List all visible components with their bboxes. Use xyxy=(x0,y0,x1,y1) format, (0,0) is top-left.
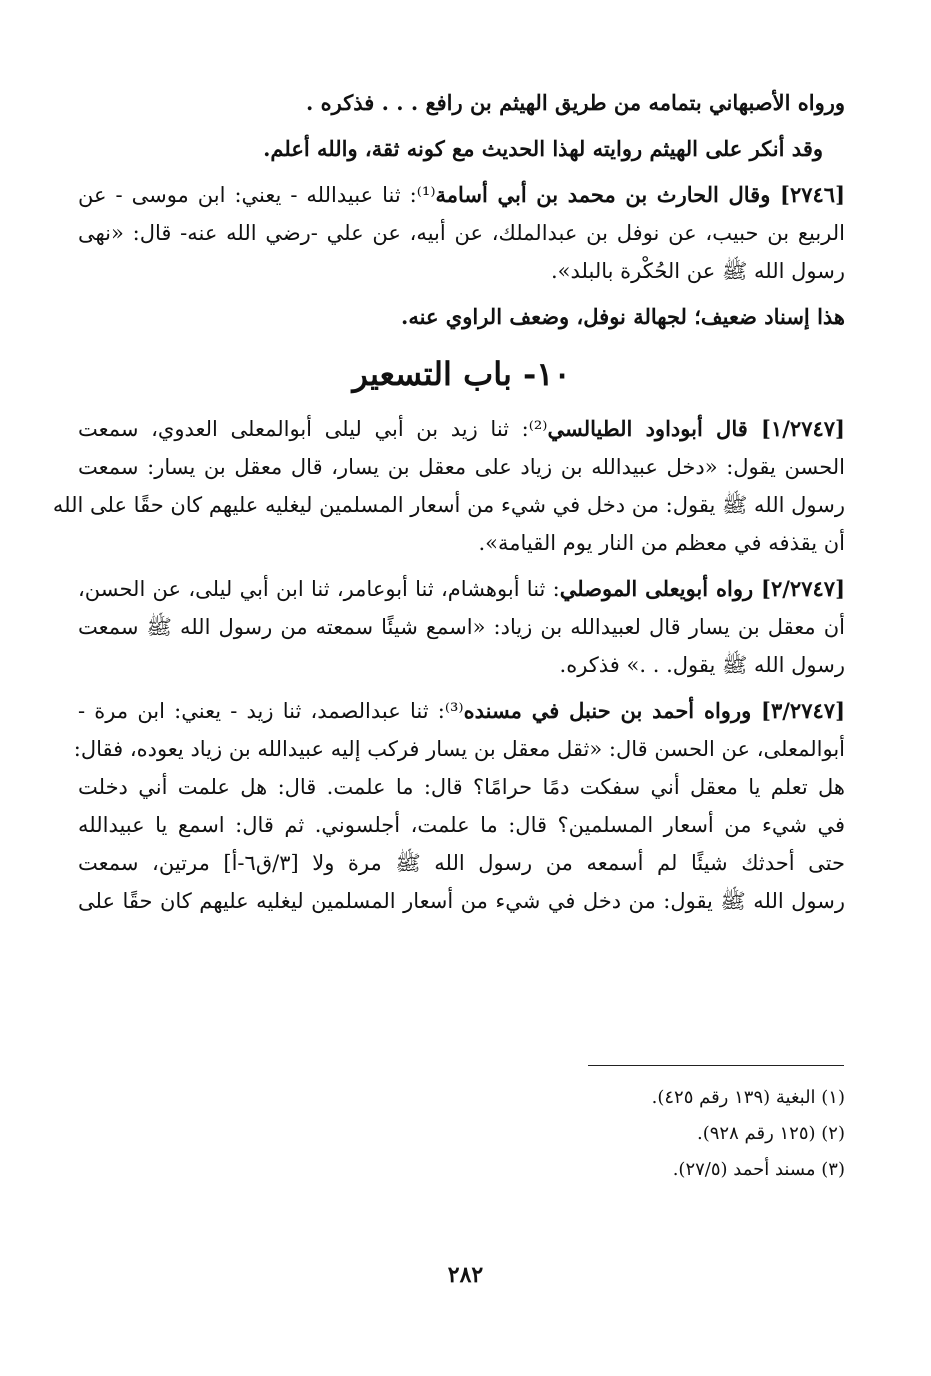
text-segment: أن معقل بن يسار قال لعبيدالله بن زياد: «اسمع شيئًا سمعته من رسول الله ﷺ سمعت xyxy=(78,615,845,639)
text-line xyxy=(78,844,845,882)
text-segment: في شيء من أسعار المسلمين؟ قال: ما علمت، أجلسوني. ثم قال: اسمع يا عبيدالله xyxy=(78,813,845,837)
hadith-heading: [١/٢٧٤٧] قال أبوداود الطيالسي xyxy=(547,416,845,441)
text-line xyxy=(78,882,845,920)
text-segment: الحسن يقول: «دخل عبيدالله بن زياد على معقل بن يسار، قال معقل بن يسار: سمعت xyxy=(78,455,845,479)
text-segment: وقد أنكر على الهيثم روايته لهذا الحديث مع كونه ثقة، والله أعلم. xyxy=(263,136,823,161)
text-line xyxy=(78,646,845,684)
text-segment: ⁽²⁾: ثنا زيد بن أبي ليلى أبوالمعلى العدوي، سمعت xyxy=(78,417,548,441)
text-segment: ⁽¹⁾: ثنا عبيدالله - يعني: ابن موسى - عن xyxy=(78,183,436,207)
text-line xyxy=(78,410,845,448)
footnote-2: (٢) (١٢٥ رقم ٩٢٨). xyxy=(697,1123,845,1144)
text-line xyxy=(78,608,845,646)
paragraph-isbahani xyxy=(78,84,845,122)
text-line xyxy=(78,214,845,252)
hadith-2747-1 xyxy=(52,410,845,562)
text-segment: هذا إسناد ضعيف؛ لجهالة نوفل، وضعف الراوي عنه. xyxy=(401,304,845,329)
text-line xyxy=(78,768,845,806)
text-line xyxy=(78,298,845,336)
text-line xyxy=(78,176,845,214)
text-segment: رسول الله ﷺ يقول: من دخل في شيء من أسعار المسلمين ليغليه عليهم كان حقًا على xyxy=(78,889,845,913)
text-line xyxy=(78,806,845,844)
text-line xyxy=(73,730,845,768)
text-segment: أبوالمعلى، عن الحسن قال: «ثقل معقل بن يسار فركب إليه عبيدالله بن زياد يعوده، فقال: xyxy=(73,737,845,761)
text-segment: : ثنا أبوهشام، ثنا أبوعامر، ثنا ابن أبي ليلى، عن الحسن، xyxy=(78,577,560,601)
text-segment: رسول الله ﷺ عن الحُكْرة بالبلد». xyxy=(551,259,845,283)
footnote-1: (١) البغية (١٣٩ رقم ٤٢٥). xyxy=(651,1087,845,1108)
hadith-2747-3 xyxy=(73,692,845,920)
text-line xyxy=(78,692,845,730)
text-line xyxy=(78,448,845,486)
text-segment: حتى أحدثك شيئًا لم أسمعه من رسول الله ﷺ مرة ولا [٣/ق٦-أ] مرتين، سمعت xyxy=(78,851,845,875)
text-segment: ⁽³⁾: ثنا عبدالصمد، ثنا زيد - يعني: ابن مرة - xyxy=(78,699,464,723)
text-segment: رسول الله ﷺ يقول: من دخل في شيء من أسعار المسلمين ليغليه عليهم كان حقًا على الله xyxy=(52,493,845,517)
text-line xyxy=(52,486,845,524)
text-segment: ورواه الأصبهاني بتمامه من طريق الهيثم بن رافع . . . فذكره . xyxy=(306,90,845,115)
text-segment: أن يقذفه في معظم من النار يوم القيامة». xyxy=(478,531,845,555)
hadith-heading: [٣/٢٧٤٧] ورواه أحمد بن حنبل في مسنده xyxy=(463,698,845,723)
text-segment: هل تعلم يا معقل أني سفكت دمًا حرامًا؟ قال: ما علمت. قال: هل علمت أني دخلت xyxy=(78,775,845,799)
text-segment: الربيع بن حبيب، عن نوفل بن عبدالملك، عن أبيه، عن علي -رضي الله عنه- قال: «نهى xyxy=(78,221,845,245)
text-line xyxy=(78,570,845,608)
text-line xyxy=(78,130,845,168)
paragraph-haytham-note xyxy=(78,130,845,168)
text-line xyxy=(78,524,845,562)
hadith-2746 xyxy=(78,176,845,290)
hadith-2747-2 xyxy=(78,570,845,684)
footnote-3: (٣) مسند أحمد (٢٧/٥). xyxy=(672,1159,845,1180)
hadith-heading: [٢/٢٧٤٧] رواه أبويعلى الموصلي xyxy=(559,576,845,601)
footnote-separator xyxy=(588,1065,844,1066)
page-number: ٢٨٢ xyxy=(447,1262,484,1288)
footnotes xyxy=(652,1080,845,1188)
chapter-title: ١٠- باب التسعير xyxy=(352,355,571,393)
text-line xyxy=(78,252,845,290)
hadith-heading: [٢٧٤٦] وقال الحارث بن محمد بن أبي أسامة xyxy=(435,182,845,207)
text-line xyxy=(78,84,845,122)
text-segment: رسول الله ﷺ يقول. . .» فذكره. xyxy=(559,653,845,677)
grading-2746 xyxy=(78,298,845,336)
